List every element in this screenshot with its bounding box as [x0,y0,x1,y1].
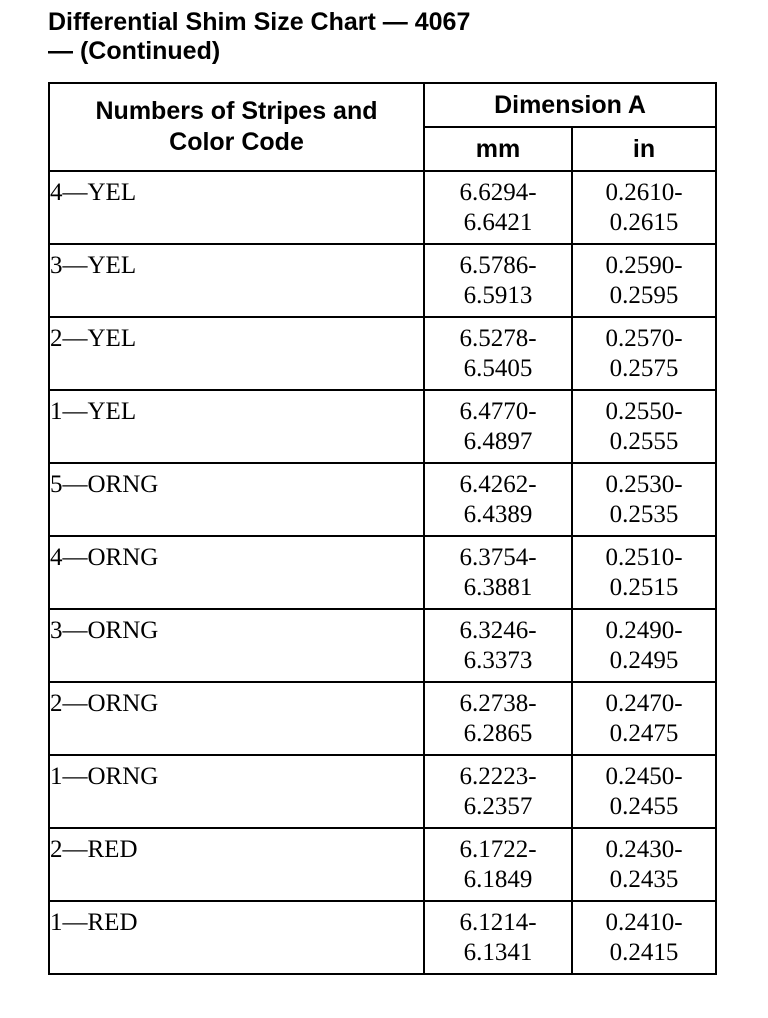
table-row [49,755,716,828]
dimension-mm-cell [424,901,572,974]
dimension-in-to: 0.2495 [609,647,679,674]
header-dimension-a: Dimension A [424,83,716,127]
stripe-color-code: 4—YEL [49,171,424,244]
dimension-mm-from: 6.5278- [459,325,537,352]
header-in: in [572,127,716,171]
dimension-in-to: 0.2535 [609,501,679,528]
dimension-in-to: 0.2575 [609,355,679,382]
dimension-in-from: 0.2450- [605,763,683,790]
dimension-mm-cell [424,390,572,463]
stripe-color-code: 5—ORNG [49,463,424,536]
dimension-in-to: 0.2435 [609,866,679,893]
dimension-in-from: 0.2590- [605,252,683,279]
dimension-in-cell [572,901,716,974]
dimension-mm-to: 6.4897 [463,428,533,455]
table-row [49,609,716,682]
dimension-mm-to: 6.2357 [463,793,533,820]
dimension-in-cell [572,609,716,682]
table-row [49,390,716,463]
dimension-mm-from: 6.1214- [459,909,537,936]
dimension-mm-cell [424,463,572,536]
dimension-in-to: 0.2515 [609,574,679,601]
table-row [49,901,716,974]
stripe-color-code: 2—YEL [49,317,424,390]
dimension-in-from: 0.2530- [605,471,683,498]
dimension-mm-cell [424,755,572,828]
table-body [49,171,716,974]
dimension-in-cell [572,244,716,317]
dimension-in-to: 0.2595 [609,282,679,309]
document-title-line-2: — (Continued) [48,37,221,65]
dimension-in-from: 0.2550- [605,398,683,425]
document-title-line-1: Differential Shim Size Chart — 4067 [48,8,471,36]
dimension-in-cell [572,536,716,609]
dimension-mm-to: 6.5405 [463,355,533,382]
dimension-in-from: 0.2470- [605,690,683,717]
dimension-mm-cell [424,536,572,609]
dimension-mm-cell [424,828,572,901]
stripe-color-code: 3—ORNG [49,609,424,682]
table-row [49,463,716,536]
table-row [49,828,716,901]
dimension-mm-from: 6.5786- [459,252,537,279]
table-row [49,171,716,244]
dimension-in-to: 0.2615 [609,209,679,236]
dimension-in-to: 0.2455 [609,793,679,820]
dimension-in-cell [572,682,716,755]
dimension-in-to: 0.2415 [609,939,679,966]
dimension-in-cell [572,463,716,536]
table-row [49,317,716,390]
dimension-in-cell [572,317,716,390]
dimension-mm-from: 6.3754- [459,544,537,571]
dimension-mm-to: 6.5913 [463,282,533,309]
dimension-in-to: 0.2475 [609,720,679,747]
dimension-mm-to: 6.1849 [463,866,533,893]
dimension-in-from: 0.2510- [605,544,683,571]
dimension-mm-to: 6.6421 [463,209,533,236]
stripe-color-code: 1—YEL [49,390,424,463]
dimension-mm-cell [424,682,572,755]
dimension-in-from: 0.2610- [605,179,683,206]
dimension-mm-from: 6.4262- [459,471,537,498]
dimension-mm-to: 6.4389 [463,501,533,528]
stripe-color-code: 3—YEL [49,244,424,317]
stripe-color-code: 4—ORNG [49,536,424,609]
stripe-color-code: 1—RED [49,901,424,974]
dimension-mm-cell [424,317,572,390]
dimension-in-from: 0.2570- [605,325,683,352]
header-row-top [49,83,716,127]
header-stripes-color-code [49,83,424,171]
dimension-mm-from: 6.6294- [459,179,537,206]
table-row [49,682,716,755]
table-row [49,244,716,317]
dimension-mm-to: 6.1341 [463,939,533,966]
dimension-mm-cell [424,609,572,682]
dimension-mm-from: 6.2223- [459,763,537,790]
stripe-color-code: 2—RED [49,828,424,901]
dimension-in-to: 0.2555 [609,428,679,455]
table-header [49,83,716,171]
dimension-mm-cell [424,244,572,317]
shim-size-table [48,82,717,975]
dimension-in-cell [572,171,716,244]
dimension-mm-to: 6.2865 [463,720,533,747]
dimension-mm-from: 6.1722- [459,836,537,863]
header-stripes-line-1: Numbers of Stripes and [95,97,378,125]
dimension-mm-cell [424,171,572,244]
dimension-in-cell [572,828,716,901]
dimension-mm-from: 6.2738- [459,690,537,717]
dimension-mm-from: 6.4770- [459,398,537,425]
dimension-in-cell [572,390,716,463]
stripe-color-code: 2—ORNG [49,682,424,755]
header-mm: mm [424,127,572,171]
dimension-in-from: 0.2430- [605,836,683,863]
dimension-mm-from: 6.3246- [459,617,537,644]
document-title [48,8,728,66]
dimension-mm-to: 6.3881 [463,574,533,601]
table-row [49,536,716,609]
dimension-in-cell [572,755,716,828]
header-stripes-line-2: Color Code [169,128,304,156]
stripe-color-code: 1—ORNG [49,755,424,828]
dimension-in-from: 0.2410- [605,909,683,936]
dimension-in-from: 0.2490- [605,617,683,644]
dimension-mm-to: 6.3373 [463,647,533,674]
